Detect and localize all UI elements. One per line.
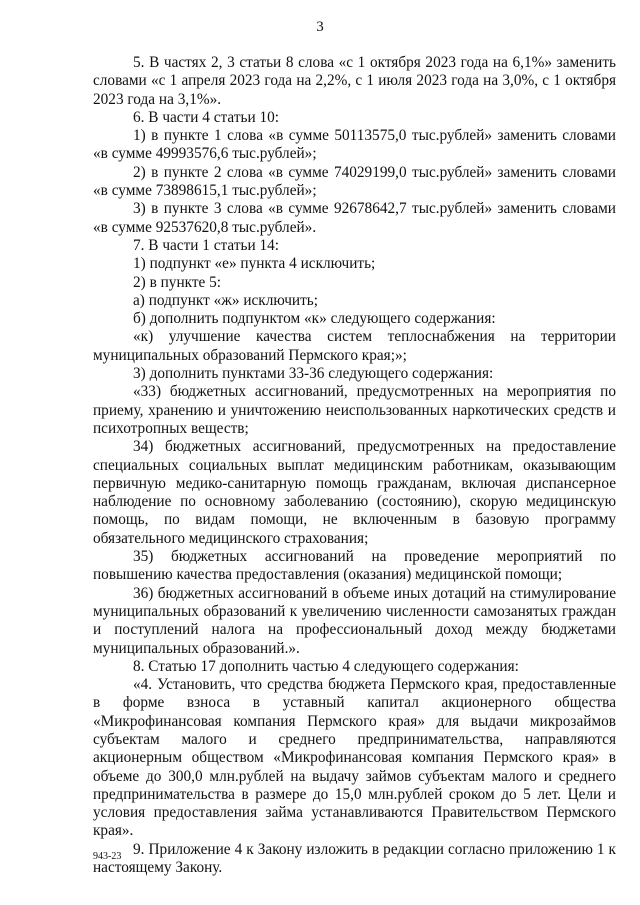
paragraph-item-7-2-a: а) подпункт «ж» исключить; xyxy=(133,291,319,309)
paragraph-subitem-k: «к) улучшение качества систем теплоснабжения на территории муниципальных образований Пермского края;»; xyxy=(93,328,616,364)
paragraph-item-7-1: 1) подпункт «е» пункта 4 исключить; xyxy=(133,255,376,273)
footer-document-code: 943-23 xyxy=(93,851,122,862)
paragraph-part-4: «4. Установить, что средства бюджета Пермского края, предоставленные в форме взноса в уставный капитал акционерного общества «Микрофинансовая компания Пермского края» для выдачи микрозаймов субъектам малого и среднего предпринимательства, направляются акционерным обществом «Микрофинансовая компания Пермского края» в объеме до 300,0 млн.рублей на выдачу займов субъектам малого и среднего предпринимательства в размере до 15,0 млн.рублей сроком до 5 лет. Цели и условия предоставления займа устанавливаются Правительством Пермского края». xyxy=(93,676,616,840)
paragraph-item-6: 6. В части 4 статьи 10: xyxy=(133,108,280,126)
paragraph-item-6-3: 3) в пункте 3 слова «в сумме 92678642,7 тыс.рублей» заменить словами «в сумме 92537620,8 тыс.рублей». xyxy=(93,200,616,236)
page-number: 3 xyxy=(316,19,324,35)
paragraph-item-6-2: 2) в пункте 2 слова «в сумме 74029199,0 тыс.рублей» заменить словами «в сумме 73898615,1 тыс.рублей»; xyxy=(93,163,616,200)
paragraph-item-8: 8. Статью 17 дополнить частью 4 следующего содержания: xyxy=(133,657,519,675)
paragraph-item-7: 7. В части 1 статьи 14: xyxy=(133,236,280,254)
document-body xyxy=(93,54,616,877)
paragraph-item-7-3: 3) дополнить пунктами 33-36 следующего содержания: xyxy=(133,365,494,383)
paragraph-point-36: 36) бюджетных ассигнований в объеме иных дотаций на стимулирование муниципальных образований к увеличению численности самозанятых граждан и поступлений налога на профессиональный доход между бюджетами муниципальных образований.». xyxy=(93,584,616,657)
paragraph-item-7-2: 2) в пункте 5: xyxy=(133,273,222,291)
paragraph-point-33: «33) бюджетных ассигнований, предусмотренных на мероприятия по приему, хранению и уничтожению неиспользованных наркотических средств и психотропных веществ; xyxy=(93,383,616,437)
paragraph-item-5: 5. В частях 2, 3 статьи 8 слова «с 1 октября 2023 года на 6,1%» заменить словами «с 1 апреля 2023 года на 2,2%, с 1 июля 2023 года на 3,0%, с 1 октября 2023 года на 3,1%». xyxy=(93,54,616,108)
paragraph-item-9: 9. Приложение 4 к Закону изложить в редакции согласно приложению 1 к настоящему Закону. xyxy=(93,840,616,877)
paragraph-point-35: 35) бюджетных ассигнований на проведение мероприятий по повышению качества предоставления (оказания) медицинской помощи; xyxy=(93,548,616,584)
paragraph-point-34: 34) бюджетных ассигнований, предусмотренных на предоставление специальных социальных выплат медицинским работникам, оказывающим первичную медико-санитарную помощь гражданам, включая диспансерное наблюдение по основному заболеванию (состоянию), скорую медицинскую помощь, по видам помощи, не включенным в базовую программу обязательного медицинского страхования; xyxy=(93,438,616,547)
paragraph-item-7-2-b: б) дополнить подпунктом «к» следующего содержания: xyxy=(133,310,496,328)
paragraph-item-6-1: 1) в пункте 1 слова «в сумме 50113575,0 тыс.рублей» заменить словами «в сумме 49993576,6 тыс.рублей»; xyxy=(93,127,616,163)
